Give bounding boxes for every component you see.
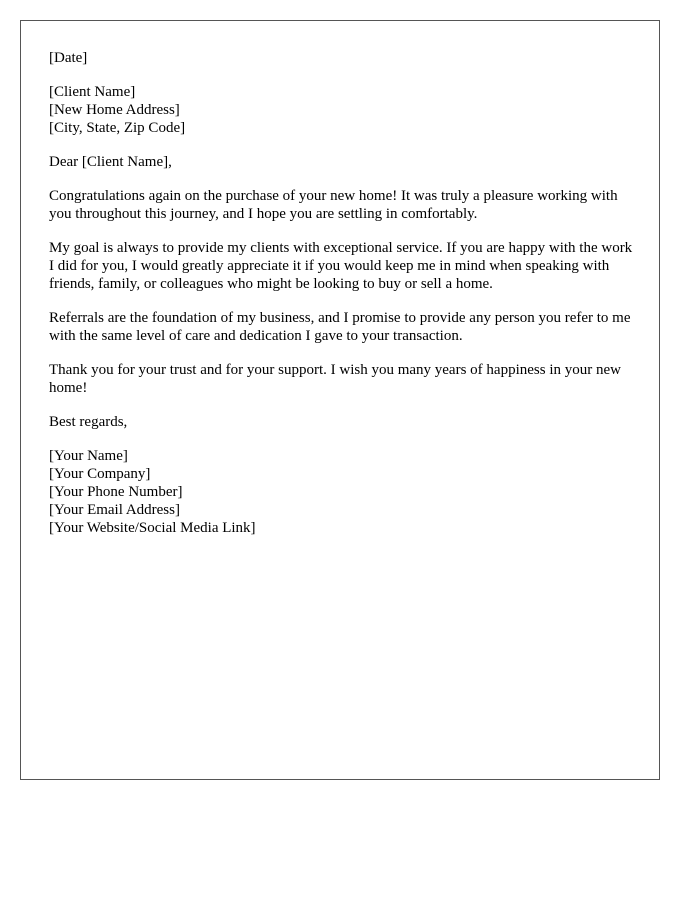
- signature-block: [49, 447, 639, 537]
- signature-name: [Your Name]: [49, 448, 128, 464]
- signature-email: [Your Email Address]: [49, 502, 180, 518]
- letter-page: [20, 20, 660, 780]
- paragraph-service: My goal is always to provide my clients with exceptional service. If you are happy with the work I did for you, I would greatly appreciate it if you would keep me in mind when speaking with friends, family, or colleagues who might be looking to buy or sell a home.: [49, 240, 633, 292]
- recipient-address: [New Home Address]: [49, 102, 180, 118]
- letter-date: [Date]: [49, 50, 88, 66]
- paragraph-congratulations: Congratulations again on the purchase of your new home! It was truly a pleasure working with you throughout this journey, and I hope you are settling in comfortably.: [49, 188, 618, 222]
- salutation: Dear [Client Name],: [49, 154, 172, 170]
- recipient-address-block: [49, 83, 639, 137]
- signature-website: [Your Website/Social Media Link]: [49, 520, 256, 536]
- paragraph-referrals: Referrals are the foundation of my business, and I promise to provide any person you refer to me with the same level of care and dedication I gave to your transaction.: [49, 310, 631, 344]
- closing: Best regards,: [49, 414, 128, 430]
- signature-phone: [Your Phone Number]: [49, 484, 183, 500]
- letter-body: [49, 49, 639, 553]
- signature-company: [Your Company]: [49, 466, 151, 482]
- paragraph-thanks: Thank you for your trust and for your support. I wish you many years of happiness in your new home!: [49, 362, 621, 396]
- recipient-name: [Client Name]: [49, 84, 136, 100]
- recipient-city-state-zip: [City, State, Zip Code]: [49, 120, 186, 136]
